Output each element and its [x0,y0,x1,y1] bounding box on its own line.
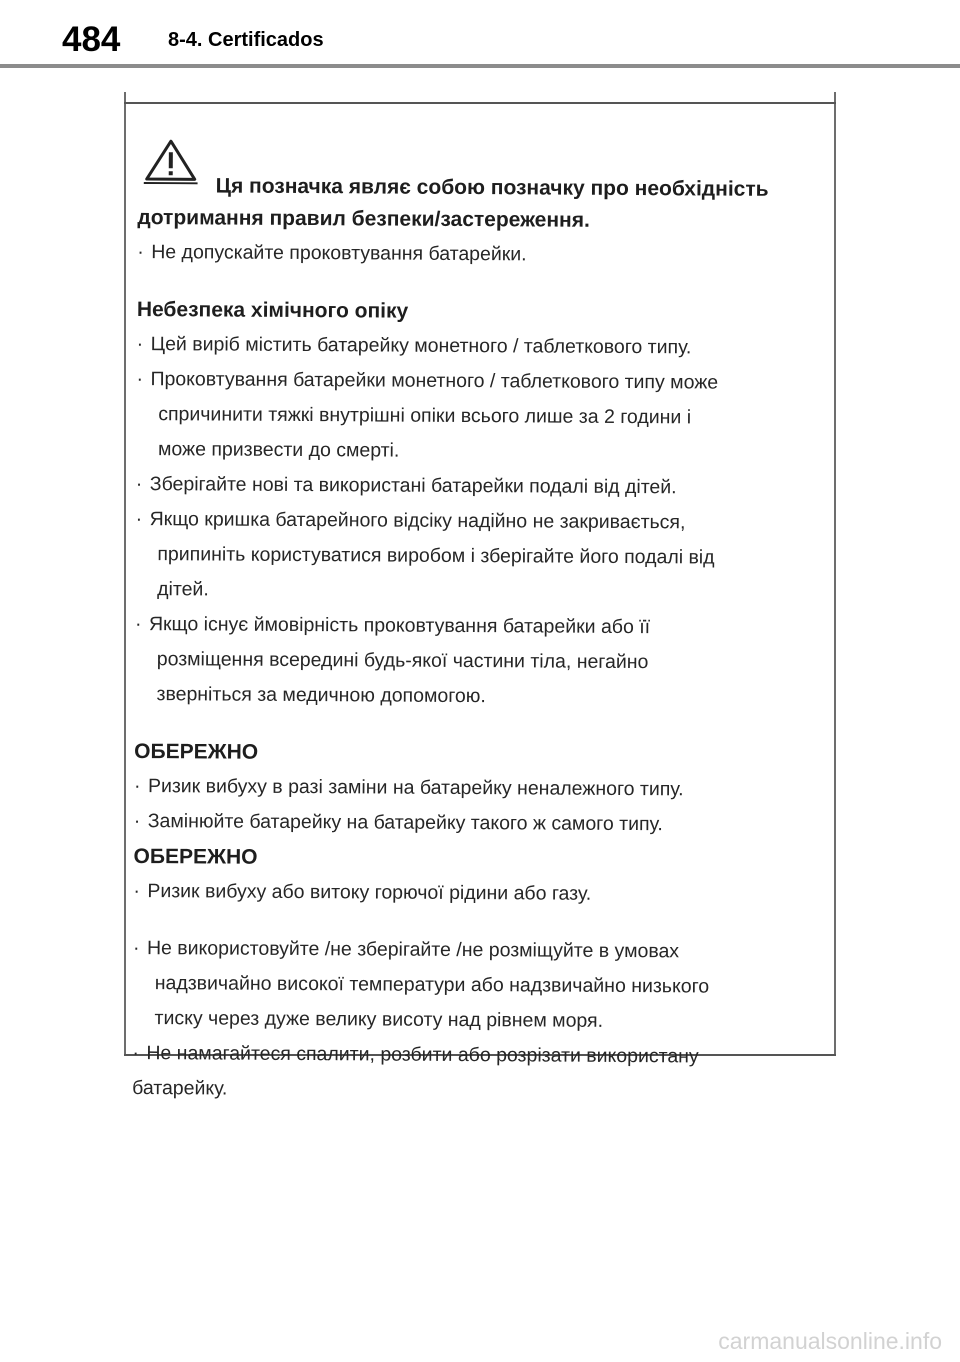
chemical-bullet-5-cont-2: зверніться за медичною допомогою. [156,683,486,708]
caution2-bullet-2: · Не використовуйте /не зберігайте /не розміщуйте в умовах [132,936,680,963]
watermark-text: carmanualsonline.info [718,1328,942,1354]
chemical-burn-heading: Небезпека хімічного опіку [136,297,409,323]
warning-header [138,130,828,204]
caution-heading-2: ОБЕРЕЖНО [133,844,258,869]
caution2-bullet-2-cont-1: надзвичайно високої температури або надзвичайно низького [154,972,710,998]
caution2-bullet-1: · Ризик вибуху або витоку горючої рідини або газу. [133,879,592,905]
warning-bullet: · Не допускайте проковтування батарейки. [137,240,527,266]
chemical-bullet-1: · Цей виріб містить батарейку монетного / таблеткового типу. [136,332,692,359]
chemical-bullet-2-cont-2: може призвести до смерті. [157,438,400,462]
header-divider [0,64,960,68]
chemical-bullet-3: · Зберігайте нові та використані батарейки подалі від дітей. [135,472,677,499]
chemical-bullet-4-cont-2: дітей. [157,578,209,601]
certificate-text [132,130,828,1110]
caution2-bullet-3: · Не намагайтеся спалити, розбити або розрізати використану [132,1041,699,1068]
caution1-bullet-1: · Ризик вибуху в разі заміни на батарейку неналежного типу. [133,774,684,801]
chemical-bullet-4-cont-1: припиніть користуватися виробом і зберігайте його подалі від [157,543,715,569]
page-number: 484 [62,20,121,59]
warning-text-line-1: Ця позначка являє собою позначку про необхідність [215,174,769,201]
chemical-bullet-4: · Якщо кришка батарейного відсіку надійно не закривається, [135,507,686,534]
chemical-bullet-5: · Якщо існує ймовірність проковтування батарейки або її [134,612,651,639]
page-header [0,0,960,68]
section-title: 8-4. Certificados [168,29,324,51]
box-top-rule [124,102,836,104]
warning-text-line-2: дотримання правил безпеки/застереження. [137,205,590,232]
warning-triangle-icon [144,138,198,184]
caution-heading-1: ОБЕРЕЖНО [134,739,259,764]
chemical-bullet-5-cont-1: розміщення всередині будь-якої частини тіла, негайно [156,648,649,674]
caution1-bullet-2: · Замінюйте батарейку на батарейку такого ж самого типу. [133,809,663,836]
caution2-bullet-2-cont-2: тиску через дуже велику висоту над рівнем моря. [154,1007,604,1032]
chemical-bullet-2-cont-1: спричинити тяжкі внутрішні опіки всього лише за 2 години і [158,403,692,429]
chemical-bullet-2: · Проковтування батарейки монетного / таблеткового типу може [136,367,719,394]
caution2-bullet-3-cont: батарейку. [132,1076,228,1100]
